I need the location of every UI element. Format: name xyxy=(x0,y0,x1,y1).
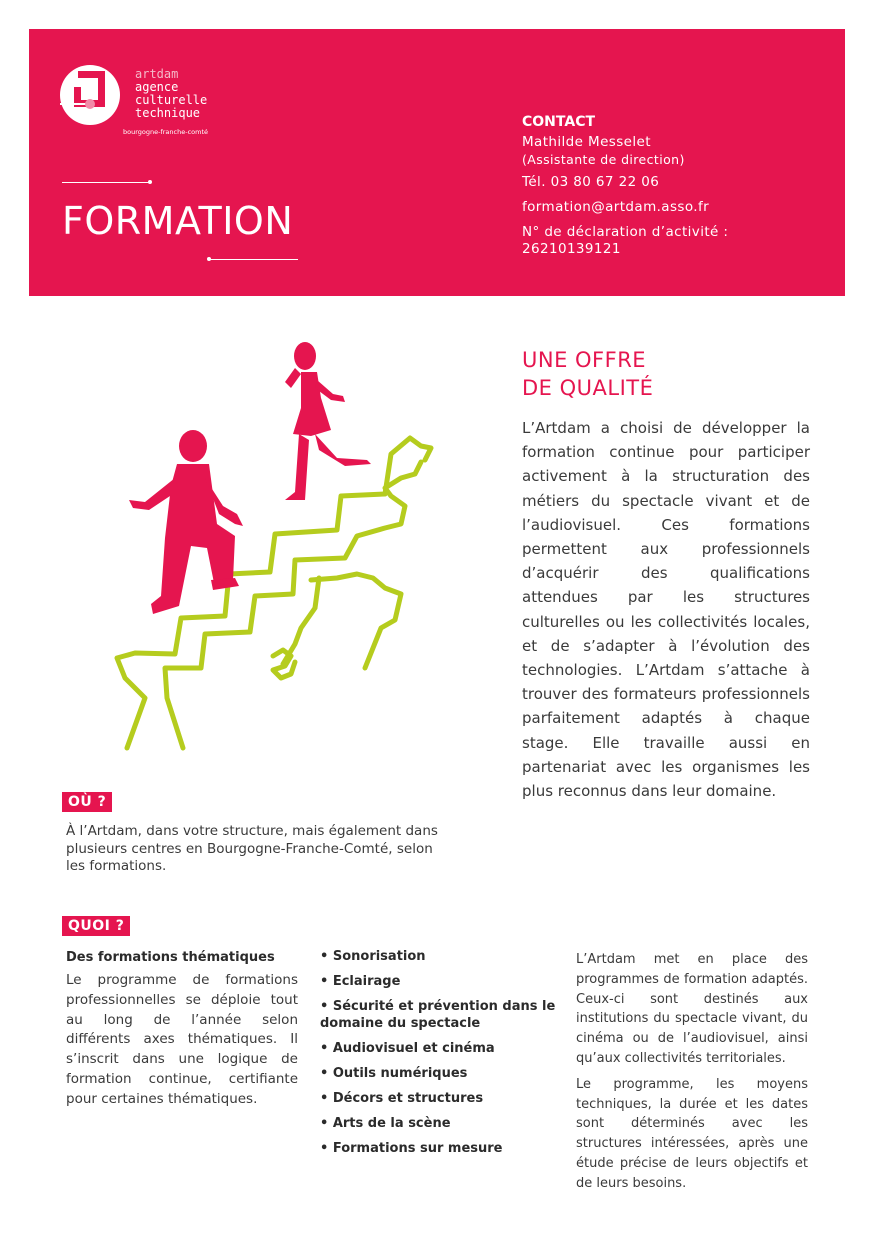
theme-item: • Formations sur mesure xyxy=(320,1141,503,1156)
man-figure xyxy=(129,430,243,614)
title-divider-top-dot xyxy=(148,180,152,184)
theme-item: • Sonorisation xyxy=(320,949,426,964)
contact-name: Mathilde Messelet xyxy=(522,134,651,150)
thematic-column xyxy=(66,950,298,1110)
contact-email[interactable]: formation@artdam.asso.fr xyxy=(522,199,710,215)
title-divider-bottom xyxy=(210,259,298,260)
thematic-heading: Des formations thématiques xyxy=(66,950,275,965)
offer-title-line2: DE QUALITÉ xyxy=(522,376,654,400)
logo-region: bourgogne-franche-comté xyxy=(123,128,209,136)
thematic-paragraph: Le programme de formations professionnelles se déploie tout au long de l’année selon différents axes thématiques. Il s’inscrit dans une logique de formation continue, certifiante pour certaines thématiques. xyxy=(66,972,298,1107)
logo-line4: technique xyxy=(135,106,201,120)
program-paragraph-1: L’Artdam met en place des programmes de formation adaptés. Ceux-ci sont destinés aux institutions du spectacle vivant, du cinéma ou de l’audiovisuel, ainsi qu’aux collectivités territoriales. xyxy=(576,952,808,1066)
contact-block xyxy=(522,114,822,258)
themes-list xyxy=(320,948,560,1165)
theme-item: • Eclairage xyxy=(320,974,401,989)
declaration-label: N° de déclaration d’activité : xyxy=(522,224,729,240)
logo-dot xyxy=(85,99,95,109)
offer-title xyxy=(522,346,653,402)
theme-item: • Décors et structures xyxy=(320,1091,484,1106)
program-column xyxy=(576,950,808,1200)
program-paragraph-2: Le programme, les moyens techniques, la durée et les dates sont déterminés avec les structures intéressées, après une étude précise de leurs objectifs et de leurs besoins. xyxy=(576,1076,808,1191)
woman-figure xyxy=(285,342,371,500)
quoi-tag: QUOI ? xyxy=(62,916,130,936)
logo-line1: artdam xyxy=(135,67,179,81)
page-title: FORMATION xyxy=(62,199,294,243)
logo-line3: culturelle xyxy=(135,93,208,107)
theme-item: • Arts de la scène xyxy=(320,1116,451,1131)
declaration-number: 26210139121 xyxy=(522,241,621,257)
contact-role: (Assistante de direction) xyxy=(522,152,685,167)
contact-heading: CONTACT xyxy=(522,114,596,130)
theme-item: • Outils numériques xyxy=(320,1066,468,1081)
theme-item: • Audiovisuel et cinéma xyxy=(320,1041,495,1056)
ou-paragraph: À l’Artdam, dans votre structure, mais également dans plusieurs centres en Bourgogne-Franche-Comté, selon les formations. xyxy=(66,823,438,874)
ou-tag: OÙ ? xyxy=(62,792,112,812)
contact-phone[interactable]: Tél. 03 80 67 22 06 xyxy=(522,174,660,190)
offer-paragraph: L’Artdam a choisi de développer la formation continue pour participer activement à la structuration des métiers du spectacle vivant et de l’audiovisuel. Ces formations permettent aux professionnels d’acquérir des qualifications attendues par les structures culturelles ou les collectivités locales, et de s’adapter à l’évolution des technologies. L’Artdam s’attache à trouver des formateurs professionnels parfaitement adaptés à chaque stage. Elle travaille aussi en partenariat avec les organismes les plus reconnus dans leur domaine. xyxy=(522,419,810,801)
logo-wordmark xyxy=(135,68,207,120)
title-divider-top xyxy=(62,182,150,183)
theme-item: • Sécurité et prévention dans le domaine du spectacle xyxy=(320,999,556,1031)
logo-line2: agence xyxy=(135,80,179,94)
offer-title-line1: UNE OFFRE xyxy=(522,348,647,372)
stairs-illustration xyxy=(105,338,445,768)
